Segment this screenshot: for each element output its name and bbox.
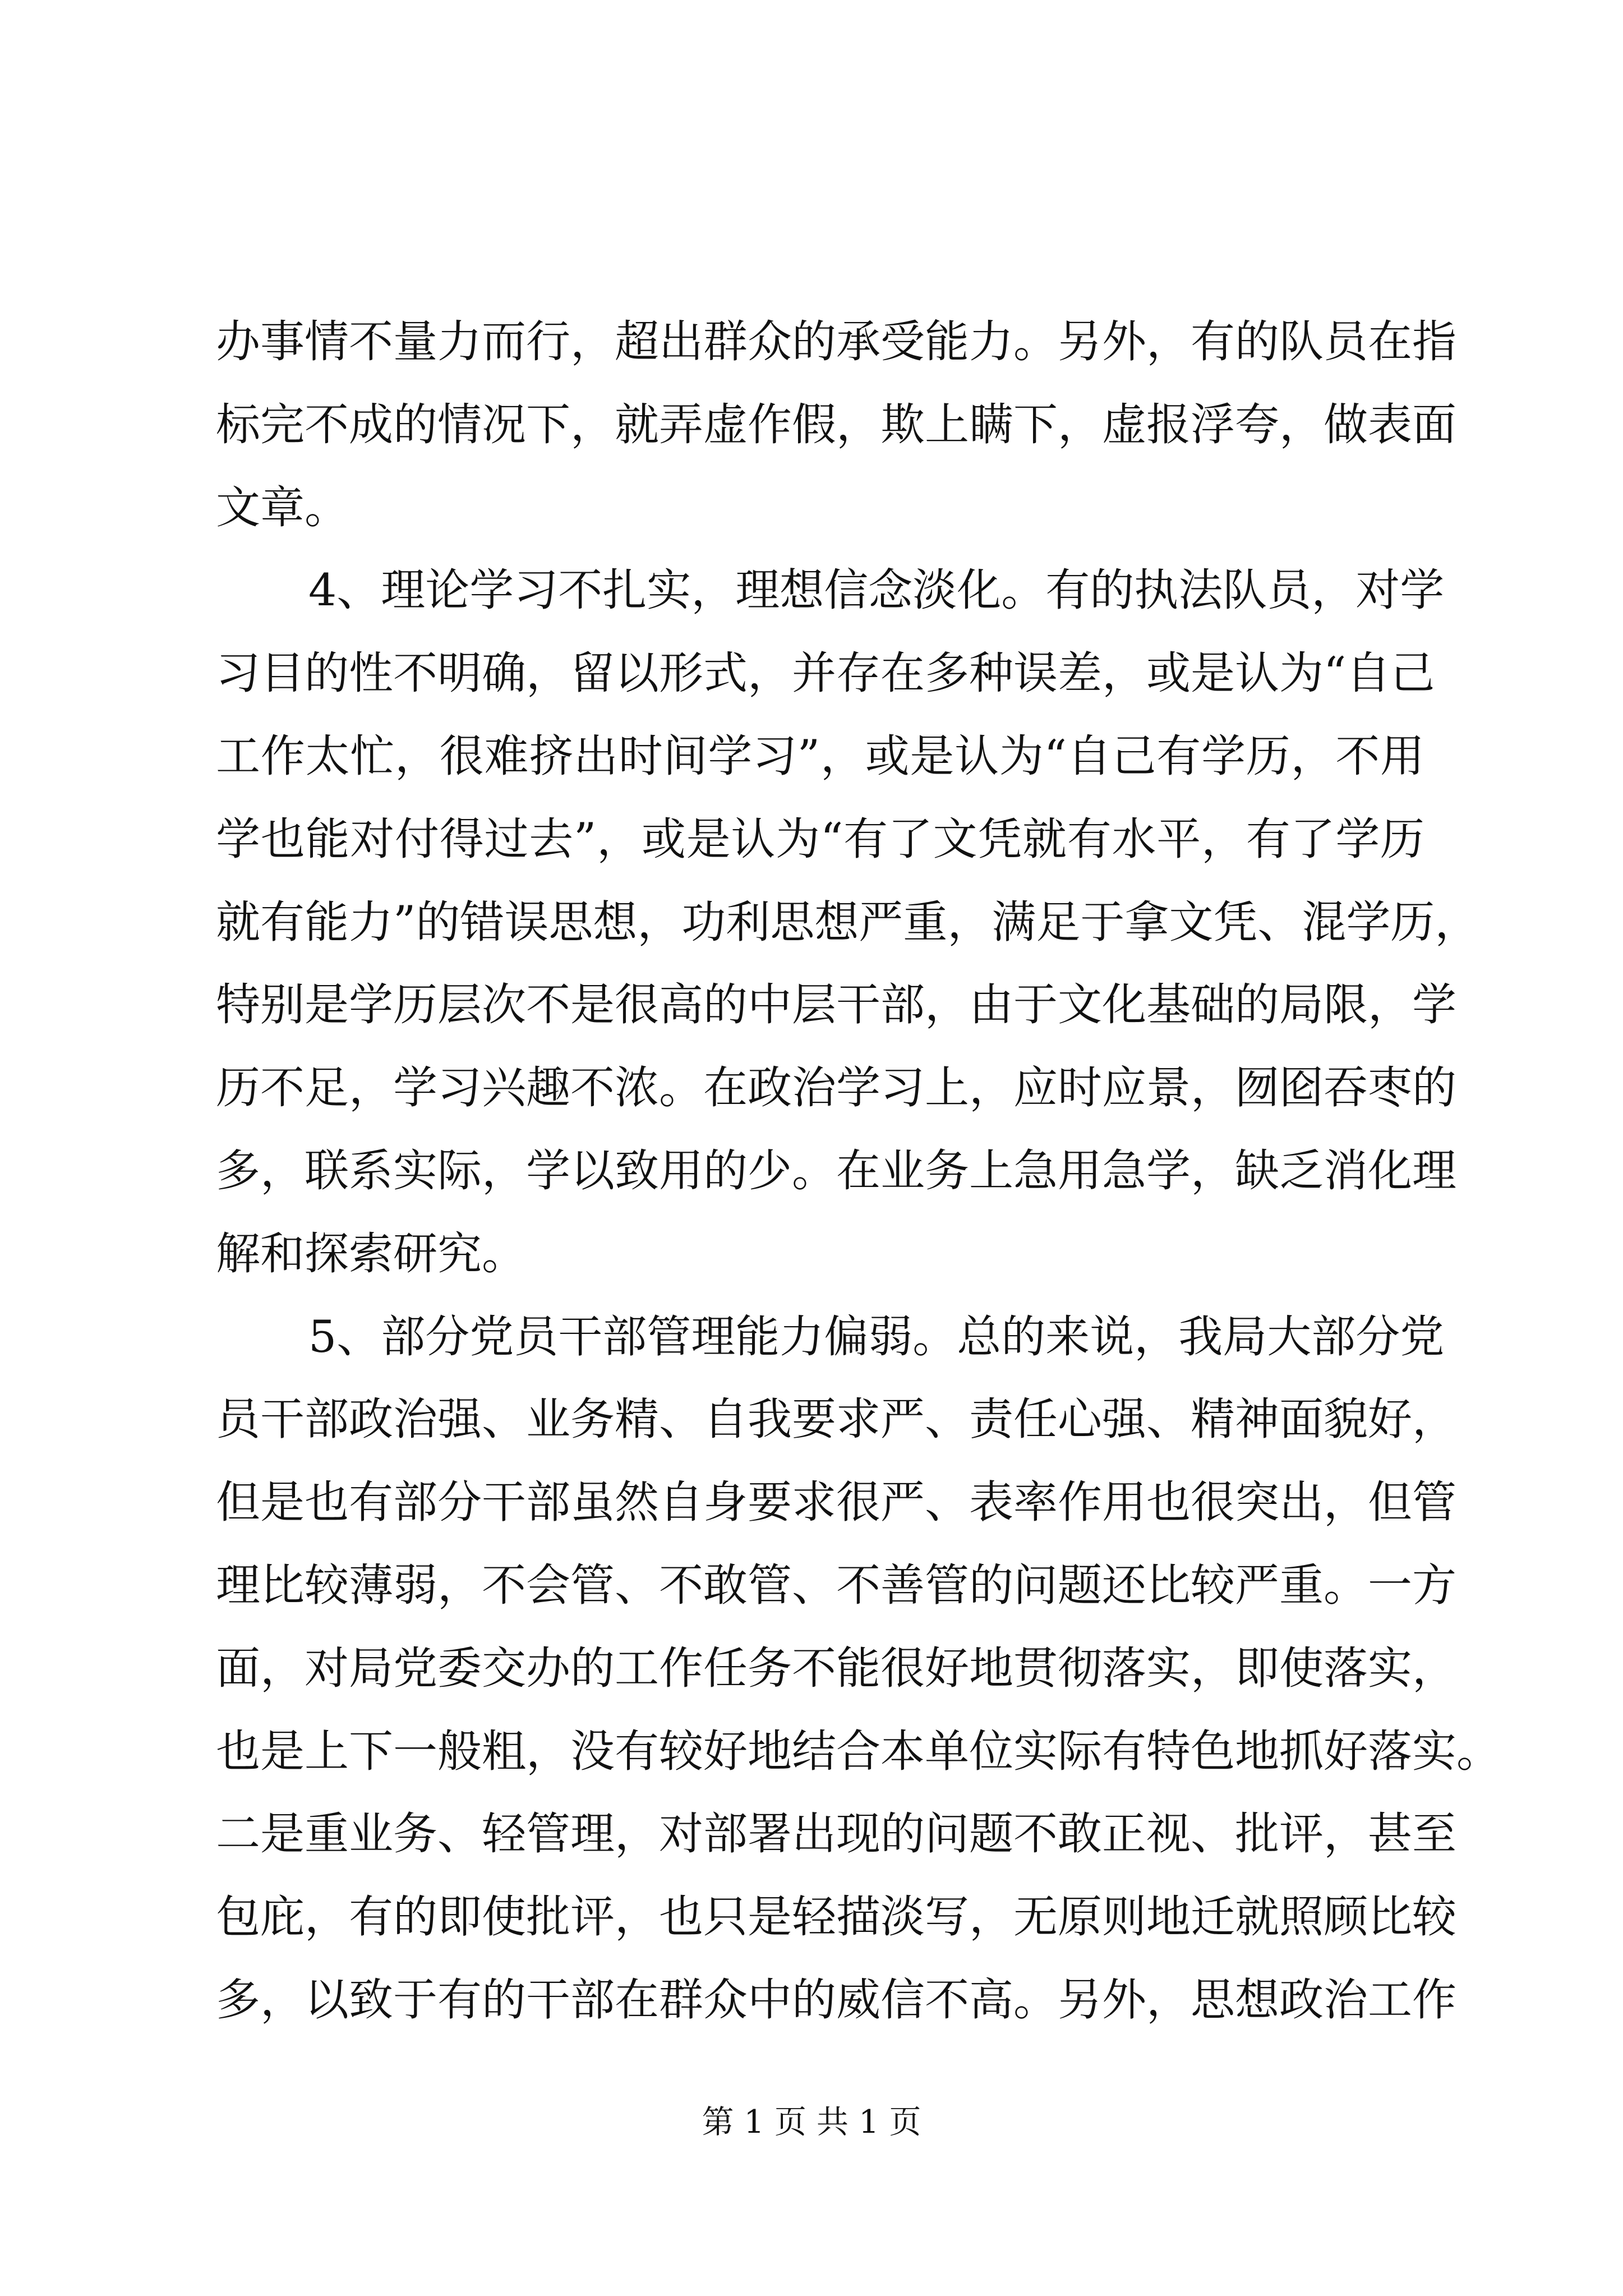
text-line: 办事情不量力而行，超出群众的承受能力。另外，有的队员在指 [216,316,1456,367]
text-line: 多，以致于有的干部在群众中的威信不高。另外，思想政治工作 [216,1973,1456,2026]
text-line: 标完不成的情况下，就弄虚作假，欺上瞒下，虚报浮夸，做表面 [216,398,1456,450]
page-footer: 第 1 页 共 1 页 [702,2104,921,2141]
text-line: 二是重业务、轻管理，对部署出现的问题不敢正视、批评，甚至 [216,1808,1456,1860]
text-line: 5、部分党员干部管理能力偏弱。总的来说，我局大部分党 [308,1310,1445,1363]
text-line: 多，联系实际，学以致用的少。在业务上急用急学，缺乏消化理 [216,1144,1456,1197]
text-line: 员干部政治强、业务精、自我要求严、责任心强、精神面貌好， [216,1393,1456,1446]
text-line: 面，对局党委交办的工作任务不能很好地贯彻落实，即使落实， [216,1642,1456,1694]
text-line: 4、理论学习不扎实，理想信念淡化。有的执法队员，对学 [308,564,1445,616]
text-line: 解和探索研究。 [216,1227,526,1280]
text-line: 工作太忙，很难挤出时间学习”，或是认为“自己有学历，不用 [216,730,1424,782]
text-line: 学也能对付得过去”，或是认为“有了文凭就有水平，有了学历 [216,813,1424,865]
text-line: 习目的性不明确，留以形式，并存在多种误差，或是认为“自己 [216,647,1435,700]
text-line: 特别是学历层次不是很高的中层干部，由于文化基础的局限，学 [216,979,1456,1031]
body-text [216,301,1501,2042]
text-line: 历不足，学习兴趣不浓。在政治学习上，应时应景，囫囵吞枣的 [216,1062,1456,1114]
text-line: 也是上下一般粗，没有较好地结合本单位实际有特色地抓好落实。 [216,1725,1501,1777]
text-line: 文章。 [216,481,349,533]
text-line: 包庇，有的即使批评，也只是轻描淡写，无原则地迁就照顾比较 [216,1891,1456,1943]
text-line: 就有能力”的错误思想，功利思想严重，满足于拿文凭、混学历， [216,896,1479,948]
text-line: 但是也有部分干部虽然自身要求很严、表率作用也很突出，但管 [216,1476,1456,1529]
text-line: 理比较薄弱，不会管、不敢管、不善管的问题还比较严重。一方 [216,1559,1456,1611]
